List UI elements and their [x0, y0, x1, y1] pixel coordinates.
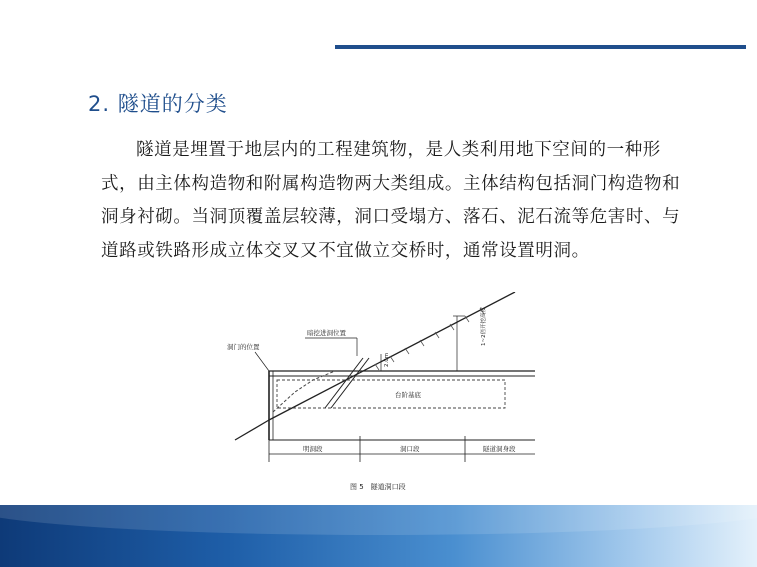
- clear-dimension-label: 2.0m: [384, 352, 390, 367]
- tunnel-portal-diagram: [225, 292, 550, 497]
- fill-slope-dashed: [273, 371, 335, 412]
- tunnel-portal-figure: [225, 292, 550, 497]
- portal-position-leader: [255, 352, 269, 371]
- excavation-position-label: 暗挖进洞位置: [307, 329, 346, 337]
- cover-dimension-label: 1~2倍开挖高度: [481, 306, 487, 346]
- portal-position-label: 洞门的位置: [227, 343, 260, 351]
- segment-open-cut-label: 明洞段: [303, 445, 323, 453]
- section-title: 2. 隧道的分类: [88, 92, 228, 116]
- body-paragraph: 隧道是埋置于地层内的工程建筑物，是人类利用地下空间的一种形式，由主体构造物和附属构造物两大类组成。主体结构包括洞门构造物和洞身衬砌。当洞顶覆盖层较薄，洞口受塌方、落石、泥石流等危害时、与道路或铁路形成立体交叉又不宜做立交桥时，通常设置明洞。: [101, 140, 681, 261]
- footer-band-sheen: [0, 505, 757, 535]
- segment-body-label: 隧道洞身段: [483, 445, 516, 453]
- header-rule: [335, 45, 746, 49]
- figure-caption: 图 5 隧道洞口段: [350, 483, 406, 491]
- footer-band: [0, 505, 757, 567]
- ground-line-left: [235, 420, 269, 440]
- cut-line-2: [331, 358, 369, 408]
- step-base-outline: [277, 380, 505, 408]
- cut-line-1: [325, 358, 363, 408]
- step-base-label: 台阶基底: [395, 391, 421, 399]
- segment-portal-label: 洞口段: [400, 445, 420, 453]
- ground-slope-line: [269, 292, 515, 420]
